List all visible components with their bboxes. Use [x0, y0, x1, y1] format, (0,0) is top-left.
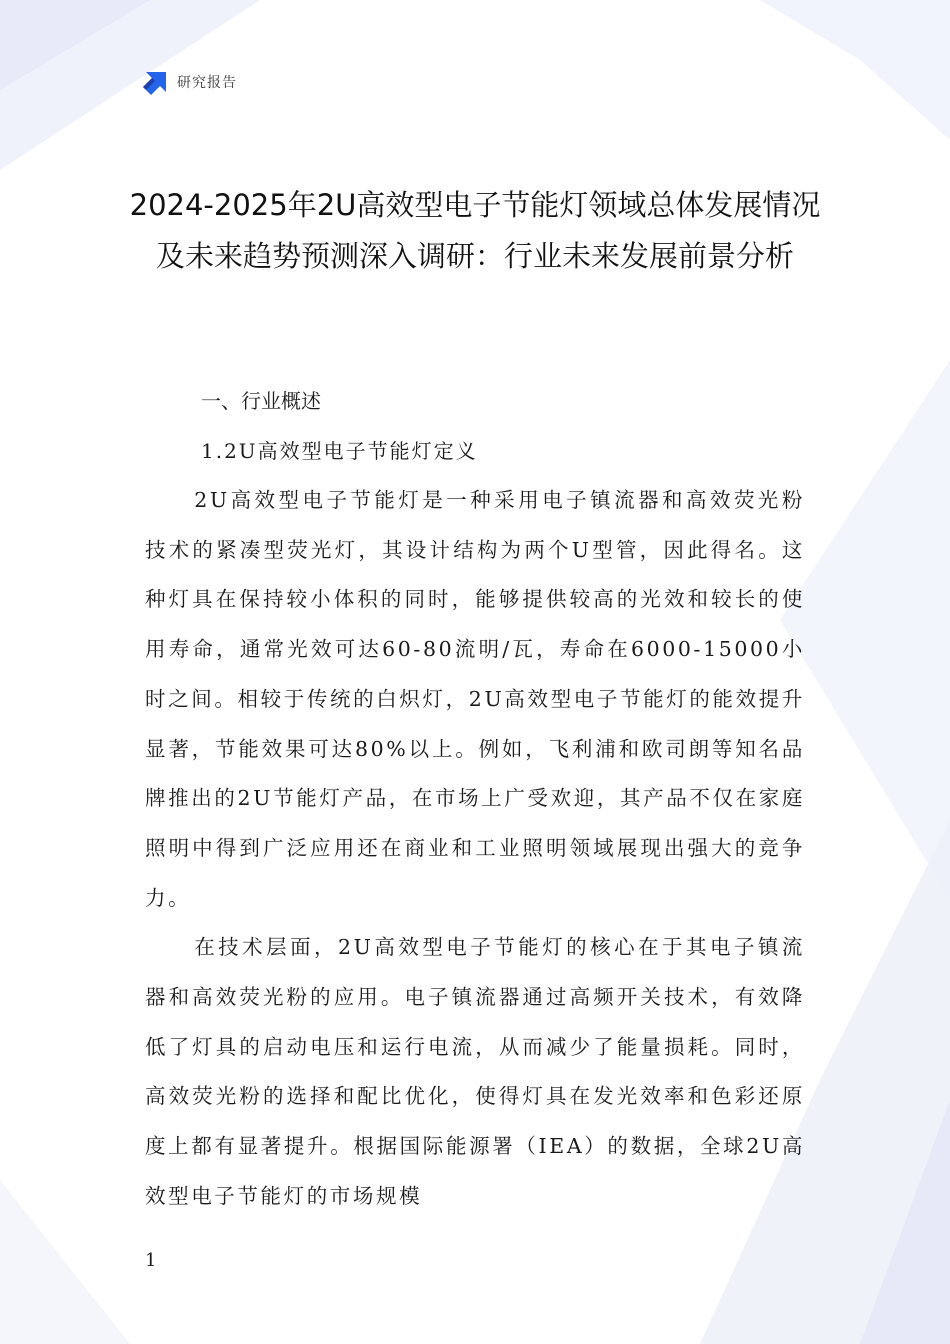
- brand-label: 研究报告: [177, 75, 237, 91]
- paragraph: 2U高效型电子节能灯是一种采用电子镇流器和高效荧光粉技术的紧凑型荧光灯，其设计结构为两个U型管，因此得名。这种灯具在保持较小体积的同时，能够提供较高的光效和较长的使用寿命，通常光效可达60-80流明/瓦，寿命在6000-15000小时之间。相较于传统的白炽灯，2U高效型电子节能灯的能效提升显著，节能效果可达80%以上。例如，飞利浦和欧司朗等知名品牌推出的2U节能灯产品，在市场上广受欢迎，其产品不仅在家庭照明中得到广泛应用还在商业和工业照明领域展现出强大的竞争力。: [145, 488, 805, 910]
- page-number: 1: [145, 1250, 157, 1271]
- arrow-up-right-icon: [143, 69, 169, 95]
- section-heading: 一、行业概述: [201, 389, 321, 413]
- report-header: [143, 68, 237, 96]
- document-body: [145, 376, 805, 1222]
- subsection-heading: 1.2U高效型电子节能灯定义: [201, 439, 478, 463]
- paragraph: 在技术层面，2U高效型电子节能灯的核心在于其电子镇流器和高效荧光粉的应用。电子镇流器通过高频开关技术，有效降低了灯具的启动电压和运行电流，从而减少了能量损耗。同时，高效荧光粉的选择和配比优化，使得灯具在发光效率和色彩还原度上都有显著提升。根据国际能源署（IEA）的数据，全球2U高效型电子节能灯的市场规模: [145, 935, 805, 1208]
- document-title: 2024-2025年2U高效型电子节能灯领域总体发展情况及未来趋势预测深入调研：行业未来发展前景分析: [129, 188, 821, 273]
